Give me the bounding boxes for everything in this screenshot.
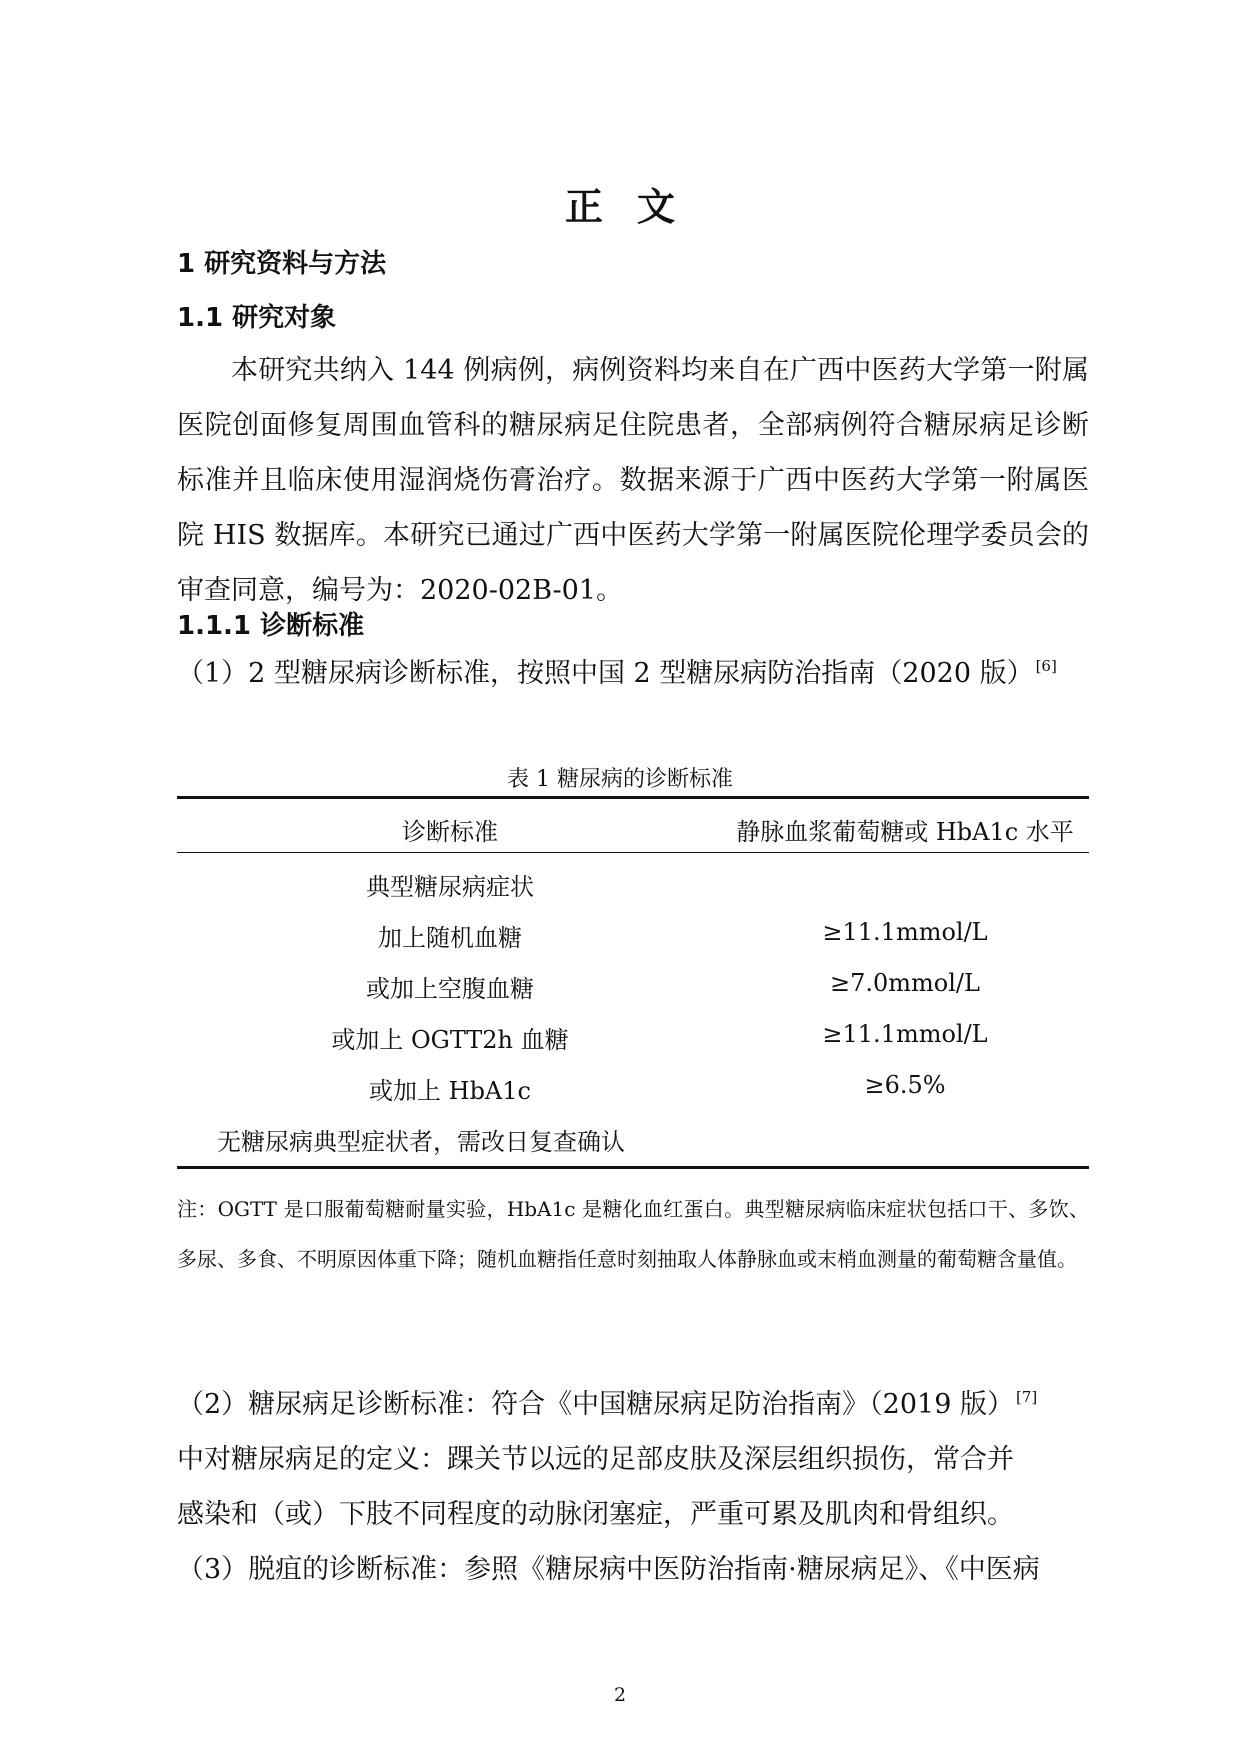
section-heading-1-1-1: 1.1.1 诊断标准 [177,611,365,641]
paragraph-study-subjects: 本研究共纳入 144 例病例，病例资料均来自在广西中医药大学第一附属医院创面修复周围血管科的糖尿病足住院患者，全部病例符合糖尿病足诊断标准并且临床使用湿润烧伤膏治疗。数据来源于广西中医药大学第一附属医院 HIS 数据库。本研究已通过广西中医药大学第一附属医院伦理学委员会的审查同意，编号为：2020-02B-01。 [177,355,1089,606]
table-header-criteria: 诊断标准 [402,818,498,846]
citation-6[interactable]: [6] [1035,657,1057,675]
table-header-rule [177,852,1089,853]
criteria-item-2-line-3: 感染和（或）下肢不同程度的动脉闭塞症，严重可累及肌肉和骨组织。 [177,1499,1014,1530]
section-heading-1-1: 1.1 研究对象 [177,303,337,333]
citation-7[interactable]: [7] [1015,1388,1038,1406]
table-row-2-criteria: 加上随机血糖 [378,924,522,952]
page-number: 2 [613,1684,627,1706]
table-row-3-value: ≥7.0mmol/L [830,969,980,997]
table-caption: 表 1 糖尿病的诊断标准 [507,767,733,792]
criteria-item-3-line-1: （3）脱疽的诊断标准：参照《糖尿病中医防治指南·糖尿病足》、《中医病 [177,1554,1040,1585]
table-row-4-value: ≥11.1mmol/L [822,1020,988,1048]
table-bottom-rule [177,1166,1089,1169]
criteria-item-1-text: （1）2 型糖尿病诊断标准，按照中国 2 型糖尿病防治指南（2020 版） [177,658,1034,689]
table-header-level: 静脉血浆葡萄糖或 HbA1c 水平 [736,818,1074,846]
table-note: 注：OGTT 是口服葡萄糖耐量实验，HbA1c 是糖化血红蛋白。典型糖尿病临床症状包括口干、多饮、多尿、多食、不明原因体重下降；随机血糖指任意时刻抽取人体静脉血或末梢血测量的葡萄糖含量值。 [177,1197,1089,1271]
table-row-4-criteria: 或加上 OGTT2h 血糖 [331,1026,569,1054]
criteria-item-2-line-2: 中对糖尿病足的定义：踝关节以远的足部皮肤及深层组织损伤，常合并 [177,1444,1014,1475]
table-footer-row: 无糖尿病典型症状者，需改日复查确认 [217,1128,625,1156]
table-row-2-value: ≥11.1mmol/L [822,918,988,946]
criteria-item-2-text: （2）糖尿病足诊断标准：符合《中国糖尿病足防治指南》（2019 版） [177,1389,1014,1420]
table-row-5-value: ≥6.5% [864,1071,946,1099]
table-row-3-criteria: 或加上空腹血糖 [366,975,534,1003]
criteria-item-2-line-1 [177,1382,1037,1421]
table-top-rule [177,796,1089,799]
page-title: 正文 [564,185,709,229]
criteria-item-1 [177,651,1057,690]
section-heading-1: 1 研究资料与方法 [177,249,387,279]
table-row-1-criteria: 典型糖尿病症状 [366,873,534,901]
table-row-5-criteria: 或加上 HbA1c [369,1077,531,1105]
